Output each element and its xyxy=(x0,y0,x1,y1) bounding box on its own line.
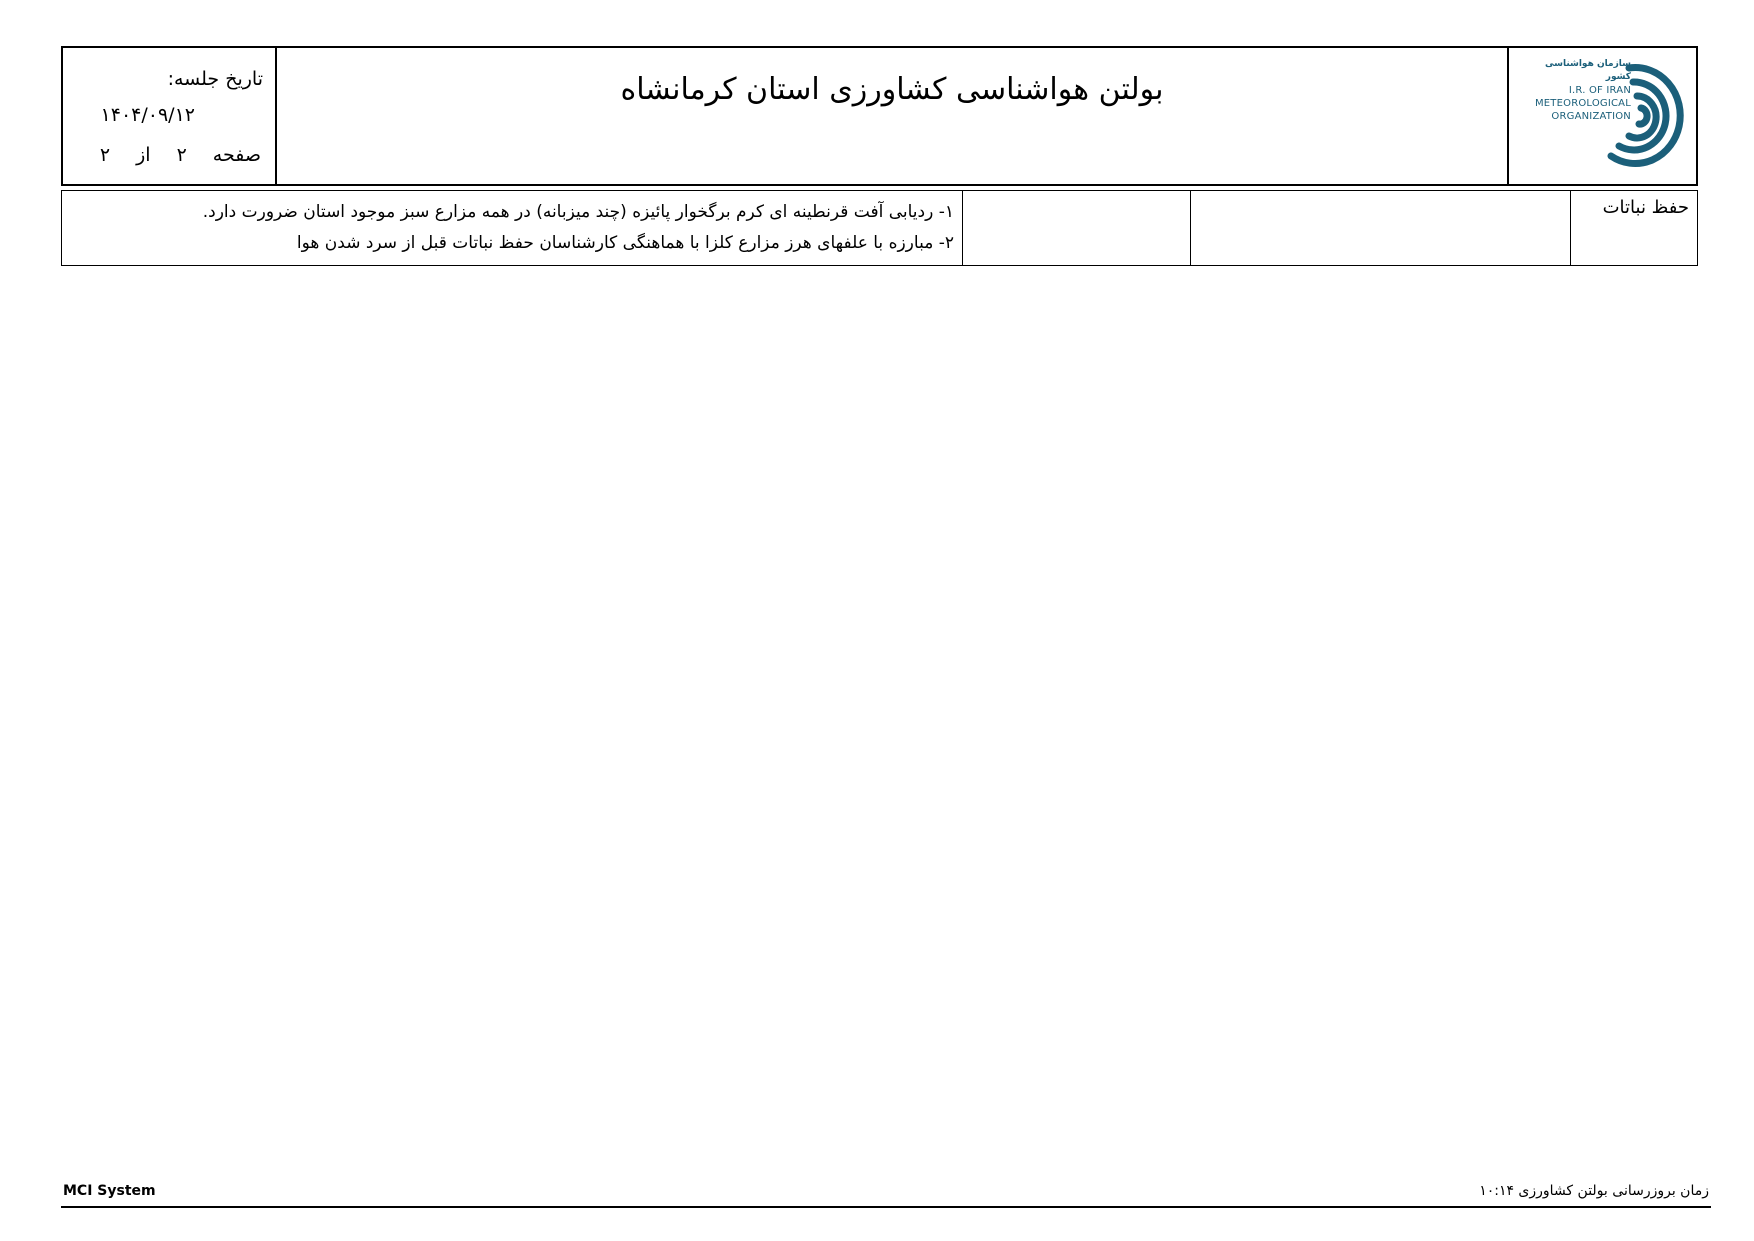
table-cell xyxy=(963,191,1191,266)
update-time: زمان بروزرسانی بولتن کشاورزی ۱۰:۱۴ xyxy=(1479,1183,1709,1199)
logo-text-en-3: ORGANIZATION xyxy=(1551,111,1631,122)
organization-logo xyxy=(1507,48,1696,184)
session-date-value: ۱۴۰۴/۰۹/۱۲ xyxy=(100,104,195,126)
page-indicator xyxy=(100,144,261,166)
meteorology-emblem-icon xyxy=(1589,58,1689,174)
bulletin-title: بولتن هواشناسی کشاورزی استان کرمانشاه xyxy=(620,72,1164,107)
logo-text-en-2: METEOROLOGICAL xyxy=(1534,98,1631,109)
recommendation-item: ۲- مبارزه با علفهای هرز مزارع کلزا با هماهنگی کارشناسان حفظ نباتات قبل از سرد شدن هوا xyxy=(296,233,954,253)
page-total: ۲ xyxy=(99,144,111,166)
category-cell: حفظ نباتات xyxy=(1571,191,1698,266)
table-cell xyxy=(1191,191,1571,266)
session-info xyxy=(63,48,277,184)
bulletin-table xyxy=(61,190,1698,266)
recommendations-cell xyxy=(62,191,963,266)
logo-text-en-1: I.R. OF IRAN xyxy=(1568,85,1631,96)
recommendation-item: ۱- ردیابی آفت قرنطینه ای کرم برگخوار پائیزه (چند میزبانه) در همه مزارع سبز موجود استان ضرورت دارد. xyxy=(202,202,954,222)
page-footer xyxy=(61,1182,1711,1208)
table-row xyxy=(62,191,1698,266)
logo-text-fa: سازمان هواشناسی کشور xyxy=(1544,59,1631,82)
page-current: ۲ xyxy=(176,144,187,166)
page-label: صفحه xyxy=(212,144,261,166)
bulletin-header xyxy=(61,46,1698,186)
session-date-label: تاریخ جلسه: xyxy=(167,68,263,90)
page-of-label: از xyxy=(136,144,151,166)
system-name: MCI System xyxy=(63,1183,156,1199)
